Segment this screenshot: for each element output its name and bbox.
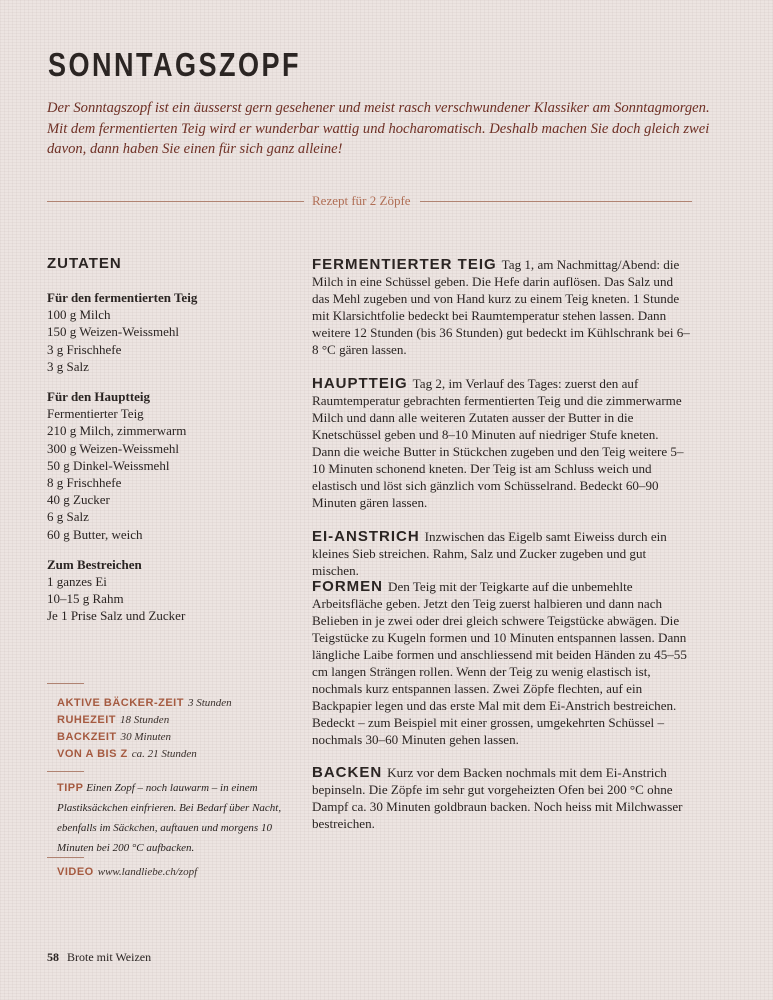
- ingredient-item: 10–15 g Rahm: [47, 591, 124, 607]
- ingredient-item: 100 g Milch: [47, 307, 111, 323]
- ingredient-group-title: Für den Hauptteig: [47, 389, 151, 405]
- ingredient-item: 1 ganzes Ei: [47, 574, 107, 590]
- ingredient-item: 8 g Frischhefe: [47, 475, 122, 491]
- ingredient-item: 50 g Dinkel-Weissmehl: [47, 457, 170, 473]
- times-divider: [47, 683, 84, 684]
- step-text: Den Teig mit der Teigkarte auf die unbemehlte Arbeitsfläche geben. Jetzt den Teig zuerst halbieren und dann nach Belieben in je zwei oder drei gleich schwere Teigstücke abwägen. Die Teigstücke zu Kugeln formen und 10 Minuten entspannen lassen. Dann längliche Laibe formen und anschliessend mit beiden Händen zu 45–55 cm langen Strängen rollen. Wenn der Teig zu wenig elastisch ist, nochmals kurz entspannen lassen. Zwei Zöpfe flechten, auf ein Backpapier legen und das erste Mal mit dem Ei-Anstrich bestreichen. Bedeckt – zum Beispiel mit einer grossen, umgekehrten Schüssel – nochmals 30–60 Minuten gehen lassen.: [312, 579, 687, 747]
- time-rest: RUHEZEIT 18 Stunden: [57, 714, 170, 726]
- section-name: Brote mit Weizen: [67, 950, 152, 964]
- page-footer: [47, 950, 151, 965]
- ingredient-item: Je 1 Prise Salz und Zucker: [47, 608, 186, 624]
- ingredient-item: 210 g Milch, zimmerwarm: [47, 423, 187, 439]
- page-title: SONNTAGSZOPF: [48, 46, 302, 83]
- time-bake: BACKZEIT 30 Minuten: [57, 731, 172, 743]
- tip-label: TIPP: [57, 782, 84, 794]
- video-divider: [47, 857, 84, 858]
- video-label: VIDEO: [57, 866, 94, 878]
- step-main-dough: [312, 375, 690, 511]
- divider-left: [47, 201, 304, 202]
- ingredient-item: 3 g Frischhefe: [47, 341, 122, 357]
- video-link[interactable]: [57, 864, 287, 881]
- step-heading: BACKEN: [312, 764, 383, 781]
- ingredient-item: 300 g Weizen-Weissmehl: [47, 440, 179, 456]
- ingredient-group-title: Für den fermentierten Teig: [47, 290, 198, 305]
- serving-label: Rezept für 2 Zöpfe: [312, 193, 411, 208]
- step-shaping: [312, 578, 690, 748]
- ingredient-group-title: Zum Bestreichen: [47, 556, 142, 572]
- ingredient-item: 6 g Salz: [47, 509, 89, 525]
- video-url[interactable]: www.landliebe.ch/zopf: [97, 866, 198, 878]
- ingredients-list: [47, 289, 277, 638]
- step-heading: HAUPTTEIG: [312, 375, 408, 392]
- tip-divider: [47, 771, 84, 772]
- step-egg-wash: [312, 528, 690, 579]
- tip-box: [57, 778, 282, 858]
- step-heading: EI-ANSTRICH: [312, 528, 420, 545]
- ingredient-group-brushing: [47, 556, 277, 625]
- ingredient-item: 150 g Weizen-Weissmehl: [47, 324, 179, 340]
- step-text: Tag 1, am Nachmittag/Abend: die Milch in eine Schüssel geben. Die Hefe darin auflösen. Das Salz und das Mehl zugeben und von Hand kurz zu einem Teig kneten. 1 Stunde mit Klarsichtfolie bedeckt bei Raumtemperatur stehen lassen. Dann weitere 12 Stunden (bis 36 Stunden) gut bedeckt im Kühlschrank bei 6–8 °C gären lassen.: [312, 257, 690, 357]
- step-baking: [312, 764, 690, 832]
- ingredient-group-main: [47, 388, 277, 543]
- step-fermented-dough: [312, 256, 690, 358]
- step-heading: FORMEN: [312, 578, 383, 595]
- tip-text: Einen Zopf – noch lauwarm – in einem Plastiksäckchen einfrieren. Bei Bedarf über Nacht, ebenfalls im Säckchen, auftauen und morgens 10 Minuten bei 200 °C aufbacken.: [57, 782, 282, 854]
- time-active: AKTIVE BÄCKER-ZEIT 3 Stunden: [57, 697, 232, 709]
- ingredients-heading: ZUTATEN: [47, 255, 122, 272]
- intro-text: Der Sonntagszopf ist ein äusserst gern gesehener und meist rasch verschwundener Klassiker am Sonntagmorgen. Mit dem fermentierten Teig wird er wunderbar wattig und hocharomatisch. Deshalb machen Sie doch gleich zwei davon, dann haben Sie einen für sich ganz alleine!: [47, 100, 710, 157]
- ingredient-group-fermented: [47, 289, 277, 375]
- page-number: 58: [47, 950, 59, 964]
- ingredient-item: Fermentierter Teig: [47, 406, 144, 422]
- ingredient-item: 40 g Zucker: [47, 492, 110, 508]
- ingredient-item: 60 g Butter, weich: [47, 526, 143, 542]
- ingredient-item: 3 g Salz: [47, 358, 89, 374]
- step-text: Inzwischen das Eigelb samt Eiweiss durch ein kleines Sieb streichen. Rahm, Salz und Zucker zugeben und gut mischen.: [312, 529, 667, 578]
- step-text: Tag 2, im Verlauf des Tages: zuerst den auf Raumtemperatur gebrachten fermentierten Teig und die zimmerwarme Milch und dann alle weiteren Zutaten ausser der Butter in die Knetschüssel geben und 8–10 Minuten auf niedriger Stufe kneten. Dann die weiche Butter in Stückchen zugeben und den Teig weitere 5–10 Minuten schonend kneten. Der Teig ist am Schluss weich und elastisch und löst sich gänzlich vom Schüsselrand. Bedeckt 60–90 Minuten gären lassen.: [312, 376, 684, 510]
- time-total: VON A BIS Z ca. 21 Stunden: [57, 748, 197, 760]
- divider-right: [420, 201, 692, 202]
- time-info: [57, 695, 287, 763]
- step-text: Kurz vor dem Backen nochmals mit dem Ei-Anstrich bepinseln. Die Zöpfe im sehr gut vorgeheizten Ofen bei 200 °C ohne Dampf ca. 30 Minuten goldbraun backen. Noch heiss mit Milchwasser bestreichen.: [312, 765, 683, 831]
- step-heading: FERMENTIERTER TEIG: [312, 256, 497, 273]
